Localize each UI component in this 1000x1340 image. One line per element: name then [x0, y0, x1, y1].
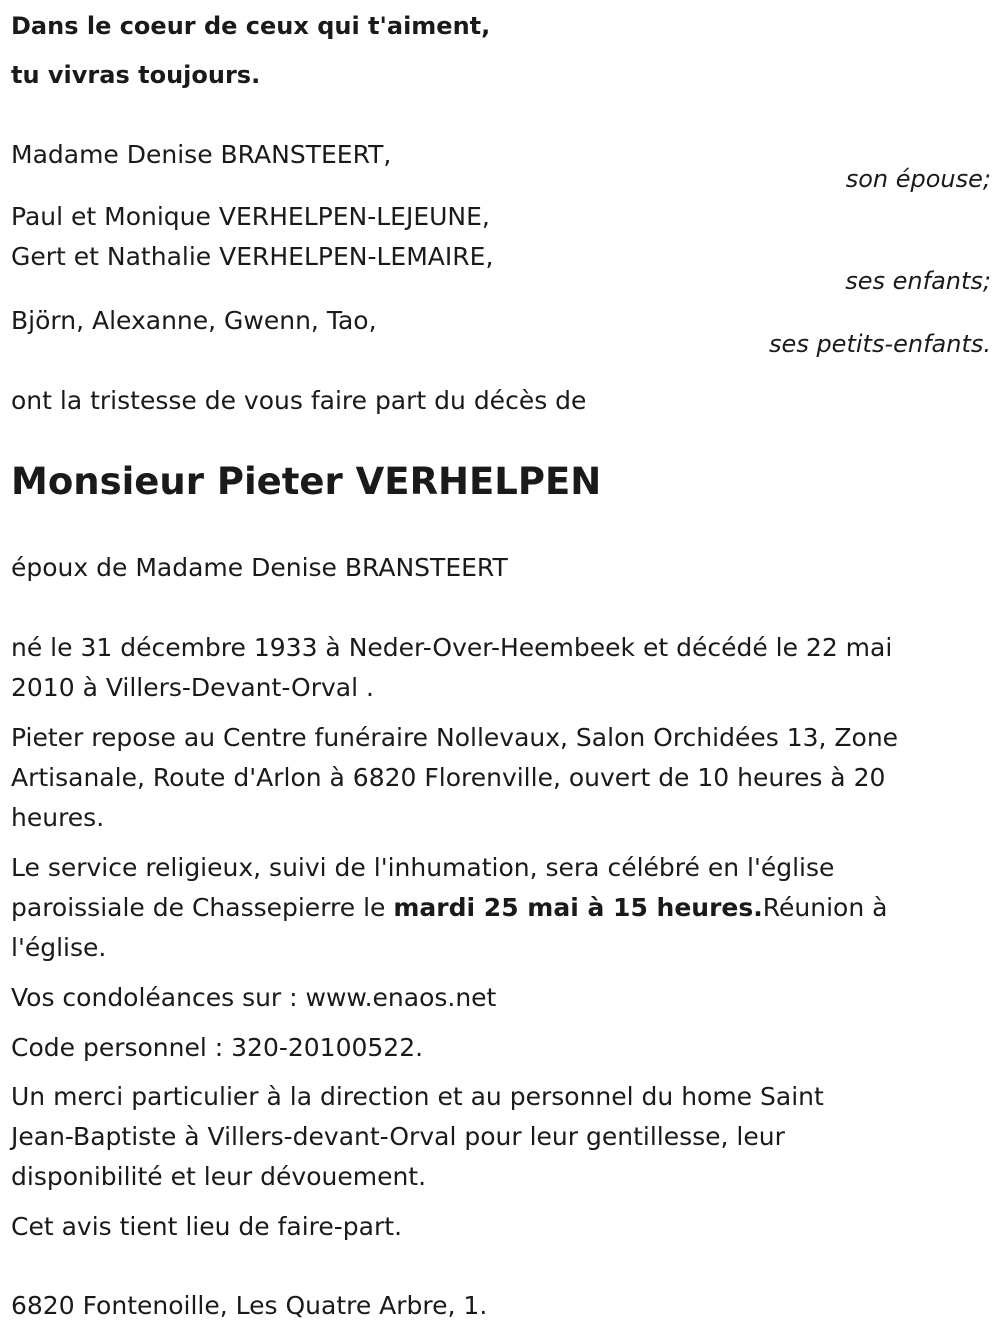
birth-death-line-1: né le 31 décembre 1933 à Neder-Over-Heembeek et décédé le 22 mai	[11, 633, 893, 662]
birth-death-line-2: 2010 à Villers-Devant-Orval .	[11, 673, 374, 702]
service-line-2-prefix: paroissiale de Chassepierre le	[11, 893, 394, 922]
family-children-role: ses enfants;	[845, 267, 991, 295]
thanks-line-2: Jean-Baptiste à Villers-devant-Orval pour leur gentillesse, leur	[11, 1122, 785, 1151]
family-spouse-name: Madame Denise BRANSTEERT,	[11, 140, 392, 169]
personal-code: Code personnel : 320-20100522.	[11, 1033, 424, 1062]
condolences: Vos condoléances sur : www.enaos.net	[11, 983, 497, 1012]
repose-line-2: Artisanale, Route d'Arlon à 6820 Florenville, ouvert de 10 heures à 20	[11, 763, 886, 792]
repose-line-1: Pieter repose au Centre funéraire Nollevaux, Salon Orchidées 13, Zone	[11, 723, 899, 752]
epigraph-line-2: tu vivras toujours.	[11, 61, 261, 89]
service-line-3: l'église.	[11, 933, 107, 962]
notice: Cet avis tient lieu de faire-part.	[11, 1212, 403, 1241]
deceased-name: Monsieur Pieter VERHELPEN	[11, 460, 602, 503]
service-line-2-suffix: Réunion à	[762, 893, 888, 922]
service-date-time: mardi 25 mai à 15 heures.	[393, 893, 763, 922]
family-grandchildren: Björn, Alexanne, Gwenn, Tao,	[11, 306, 377, 335]
repose-line-3: heures.	[11, 803, 105, 832]
address: 6820 Fontenoille, Les Quatre Arbre, 1.	[11, 1291, 488, 1320]
family-child-2: Gert et Nathalie VERHELPEN-LEMAIRE,	[11, 242, 494, 271]
family-spouse-role: son épouse;	[845, 165, 991, 193]
obituary-notice	[11, 0, 991, 1340]
service-line-2	[11, 893, 887, 923]
announcement: ont la tristesse de vous faire part du décès de	[11, 386, 587, 415]
family-child-1: Paul et Monique VERHELPEN-LEJEUNE,	[11, 202, 490, 231]
epigraph-line-1: Dans le coeur de ceux qui t'aiment,	[11, 12, 491, 40]
spouse-of: époux de Madame Denise BRANSTEERT	[11, 553, 508, 582]
family-grandchildren-role: ses petits-enfants.	[769, 330, 991, 358]
thanks-line-1: Un merci particulier à la direction et au personnel du home Saint	[11, 1082, 824, 1111]
thanks-line-3: disponibilité et leur dévouement.	[11, 1162, 427, 1191]
service-line-1: Le service religieux, suivi de l'inhumation, sera célébré en l'église	[11, 853, 835, 882]
